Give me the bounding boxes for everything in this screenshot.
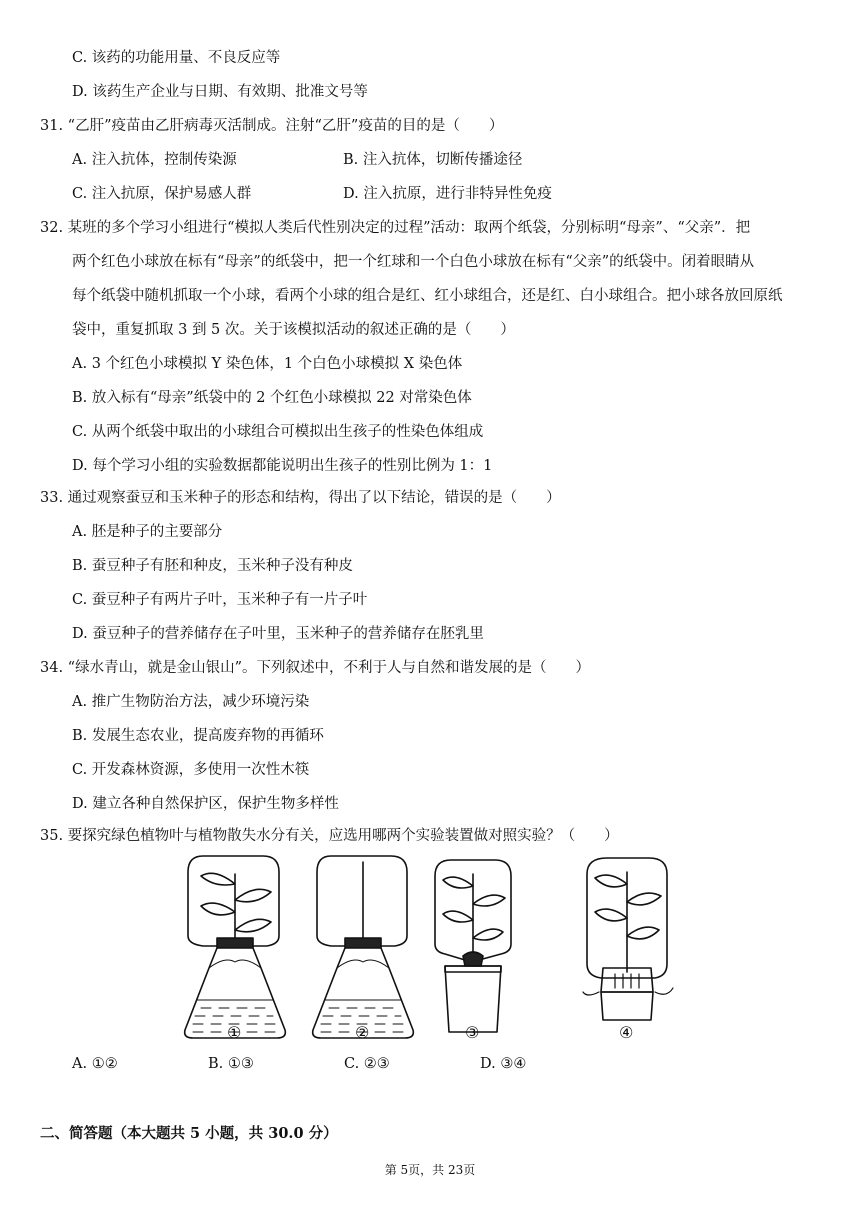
q32-option-b xyxy=(72,388,472,408)
option-text: 蚕豆种子的营养储存在子叶里，玉米种子的营养储存在胚乳里 xyxy=(92,626,484,642)
question-stem-line: 每个纸袋中随机抓取一个小球，看两个小球的组合是红、红小球组合，还是红、白小球组合。把小球各放回原纸 xyxy=(72,288,783,304)
option-letter: B. xyxy=(208,1056,224,1072)
q35-option-c xyxy=(344,1054,390,1074)
question-35 xyxy=(40,826,619,846)
q34-option-b xyxy=(72,726,324,746)
figure-label-1: ① xyxy=(227,1023,242,1042)
option-text: 注入抗体，控制传染源 xyxy=(91,152,237,168)
apparatus-3 xyxy=(435,860,511,1032)
option-d-prev xyxy=(72,82,368,102)
question-stem-line: 两个红色小球放在标有“母亲”的纸袋中，把一个红球和一个白色小球放在标有“父亲”的纸袋中。闭着眼睛从 xyxy=(72,254,755,270)
option-letter: D. xyxy=(480,1056,496,1072)
question-31 xyxy=(40,116,503,136)
q32-option-a xyxy=(72,354,462,374)
option-text: 从两个纸袋中取出的小球组合可模拟出生孩子的性染色体组成 xyxy=(91,424,484,440)
option-letter: B. xyxy=(72,390,88,406)
option-text: 该药的功能用量、不良反应等 xyxy=(91,50,281,66)
option-letter: C. xyxy=(72,762,88,778)
option-text: ①③ xyxy=(227,1056,254,1072)
page-footer: 第 5页，共 23页 xyxy=(384,1163,476,1177)
question-34 xyxy=(40,658,590,678)
q35-option-a xyxy=(72,1054,118,1074)
option-text: 注入抗原，保护易感人群 xyxy=(91,186,252,202)
option-letter: A. xyxy=(72,356,88,372)
q33-option-c xyxy=(72,590,367,610)
figure-label-4: ④ xyxy=(619,1023,634,1042)
question-stem-line: 某班的多个学习小组进行“模拟人类后代性别决定的过程”活动：取两个纸袋，分别标明“母亲”、“父亲”．把 xyxy=(67,220,751,236)
option-letter: D. xyxy=(72,626,88,642)
q34-option-a xyxy=(72,692,309,712)
option-text: 注入抗原，进行非特异性免疫 xyxy=(363,186,552,202)
option-text: 蚕豆种子有两片子叶，玉米种子有一片子叶 xyxy=(91,592,368,608)
figure-label-3: ③ xyxy=(465,1023,480,1042)
option-text: 3 个红色小球模拟 Y 染色体，1 个白色小球模拟 X 染色体 xyxy=(91,356,463,372)
question-number: 32. xyxy=(40,220,64,236)
option-letter: C. xyxy=(344,1056,360,1072)
option-letter: A. xyxy=(72,524,88,540)
experiment-apparatus-figure xyxy=(175,852,695,1047)
apparatus-2 xyxy=(313,856,414,1038)
option-text: ②③ xyxy=(363,1056,390,1072)
option-c-prev xyxy=(72,48,280,68)
option-text: 该药生产企业与日期、有效期、批准文号等 xyxy=(92,84,368,100)
question-stem: 通过观察蚕豆和玉米种子的形态和结构，得出了以下结论，错误的是（ ） xyxy=(67,490,561,506)
figure-label-2: ② xyxy=(355,1023,370,1042)
q32-option-c xyxy=(72,422,483,442)
question-32 xyxy=(40,218,750,238)
question-number: 31. xyxy=(40,118,64,134)
option-text: 建立各种自然保护区，保护生物多样性 xyxy=(92,796,339,812)
option-letter: C. xyxy=(72,424,88,440)
question-number: 33. xyxy=(40,490,64,506)
option-letter: C. xyxy=(72,186,88,202)
option-text: ①② xyxy=(91,1056,118,1072)
option-letter: A. xyxy=(72,694,88,710)
q35-option-b xyxy=(208,1054,254,1074)
option-text: ③④ xyxy=(500,1056,527,1072)
option-text: 推广生物防治方法，减少环境污染 xyxy=(91,694,310,710)
q33-option-b xyxy=(72,556,353,576)
q31-option-a xyxy=(72,150,237,170)
question-stem-line: 袋中，重复抓取 3 到 5 次。关于该模拟活动的叙述正确的是（ ） xyxy=(72,322,515,338)
question-stem: “乙肝”疫苗由乙肝病毒灭活制成。注射“乙肝”疫苗的目的是（ ） xyxy=(67,118,504,134)
q34-option-d xyxy=(72,794,339,814)
question-number: 35. xyxy=(40,828,64,844)
option-letter: D. xyxy=(72,796,88,812)
q34-option-c xyxy=(72,760,309,780)
question-number: 34. xyxy=(40,660,64,676)
question-stem: “绿水青山，就是金山银山”。下列叙述中，不利于人与自然和谐发展的是（ ） xyxy=(67,660,590,676)
option-letter: A. xyxy=(72,152,88,168)
option-letter: B. xyxy=(343,152,359,168)
option-letter: B. xyxy=(72,728,88,744)
apparatus-1 xyxy=(185,856,286,1038)
option-letter: A. xyxy=(72,1056,88,1072)
q32-option-d xyxy=(72,456,492,476)
option-text: 放入标有“母亲”纸袋中的 2 个红色小球模拟 22 对常染色体 xyxy=(91,390,472,406)
q33-option-d xyxy=(72,624,484,644)
section-heading: 二、简答题（本大题共 5 小题，共 30.0 分） xyxy=(40,1125,338,1142)
option-text: 发展生态农业，提高废弃物的再循环 xyxy=(91,728,324,744)
option-letter: C. xyxy=(72,592,88,608)
question-33 xyxy=(40,488,561,508)
apparatus-4 xyxy=(583,858,673,1020)
option-letter: B. xyxy=(72,558,88,574)
option-text: 蚕豆种子有胚和种皮，玉米种子没有种皮 xyxy=(91,558,353,574)
option-letter: D. xyxy=(72,458,88,474)
option-letter: D. xyxy=(72,84,88,100)
q33-option-a xyxy=(72,522,222,542)
option-letter: D. xyxy=(343,186,359,202)
option-text: 每个学习小组的实验数据都能说明出生孩子的性别比例为 1：1 xyxy=(92,458,493,474)
q31-option-c xyxy=(72,184,251,204)
option-text: 注入抗体，切断传播途径 xyxy=(362,152,523,168)
q31-option-b xyxy=(343,150,522,170)
question-stem: 要探究绿色植物叶与植物散失水分有关，应选用哪两个实验装置做对照实验？（ ） xyxy=(67,828,619,844)
option-letter: C. xyxy=(72,50,88,66)
q35-option-d xyxy=(480,1054,526,1074)
q31-option-d xyxy=(343,184,552,204)
option-text: 开发森林资源，多使用一次性木筷 xyxy=(91,762,310,778)
option-text: 胚是种子的主要部分 xyxy=(91,524,223,540)
